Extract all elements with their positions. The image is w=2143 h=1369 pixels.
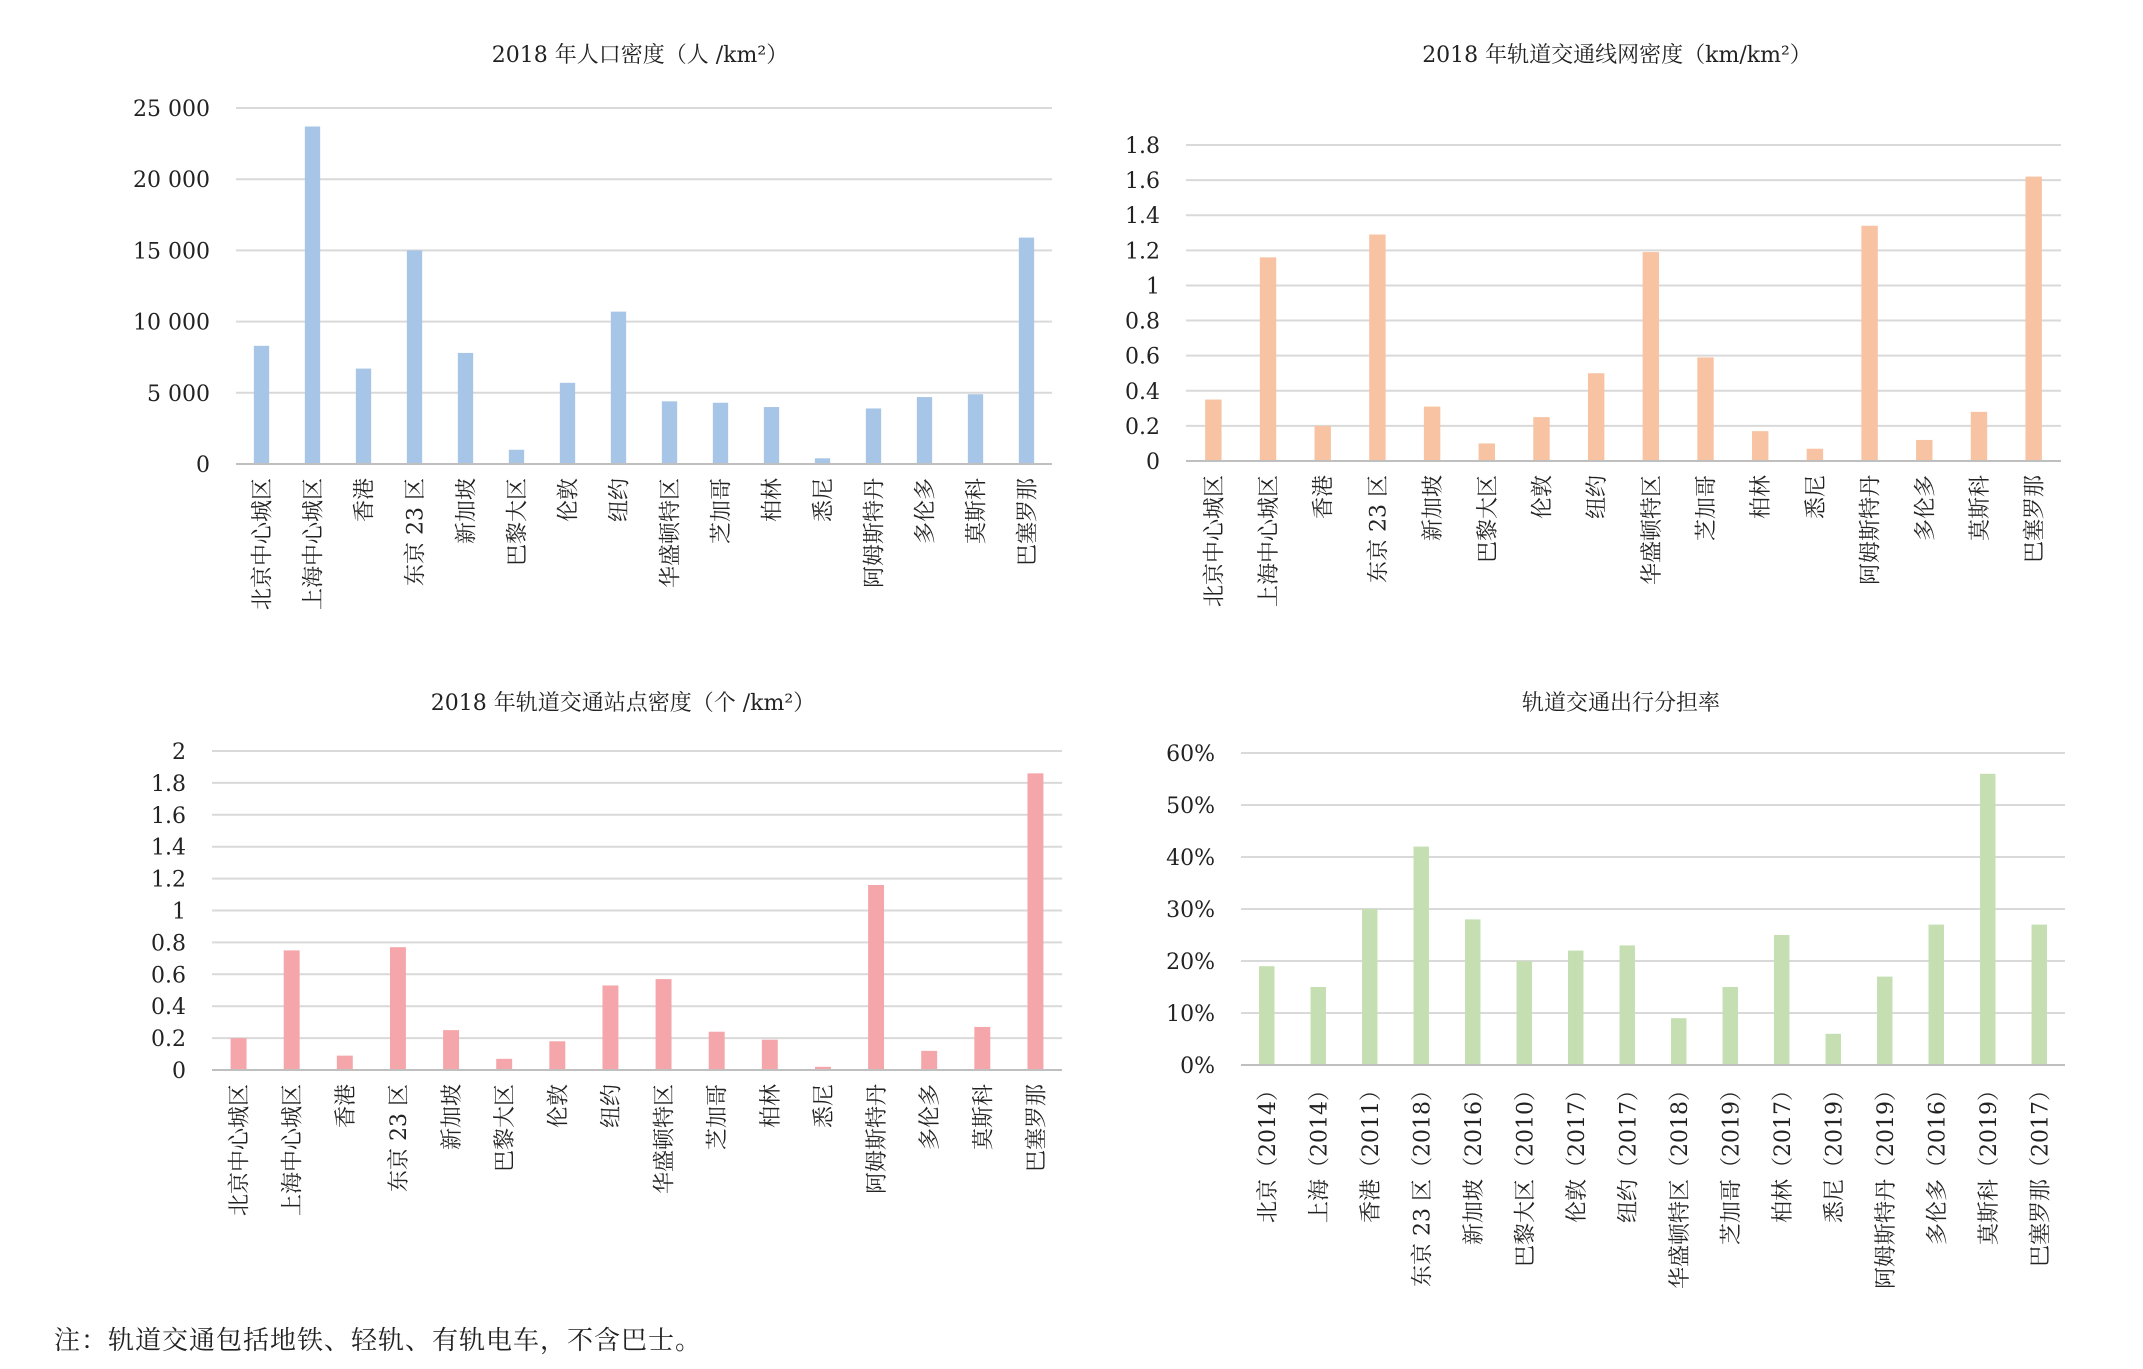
x-category-label: 新加坡 xyxy=(454,478,480,545)
x-category-label: 巴塞罗那 xyxy=(1015,478,1041,567)
bar xyxy=(1517,961,1532,1065)
y-tick-label: 0.4 xyxy=(151,995,186,1021)
x-category-label: 上海中心城区 xyxy=(301,478,327,611)
bar xyxy=(1752,431,1768,461)
y-tick-label: 1 xyxy=(1146,274,1160,300)
x-category-label: 莫斯科 xyxy=(971,1084,997,1151)
chart-svg xyxy=(0,660,1071,1310)
x-category-label: 香港 xyxy=(352,478,378,523)
bar xyxy=(1877,977,1892,1065)
x-category-label: 悉尼 xyxy=(811,478,837,523)
bar xyxy=(866,408,881,464)
bar xyxy=(1315,426,1331,461)
x-category-label: 北京中心城区 xyxy=(227,1084,253,1217)
x-category-label: 巴塞罗那 xyxy=(2022,475,2048,564)
bar xyxy=(656,979,672,1070)
bar xyxy=(1774,935,1789,1065)
y-tick-label: 5 000 xyxy=(147,381,210,407)
x-category-label: 上海（2014） xyxy=(1307,1079,1333,1223)
x-category-label: 北京中心城区 xyxy=(1202,475,1228,608)
x-category-label: 上海中心城区 xyxy=(280,1084,306,1217)
chart-title: 2018 年轨道交通站点密度（个 /km²） xyxy=(430,691,816,716)
bar xyxy=(1205,400,1221,461)
x-category-label: 莫斯科 xyxy=(964,478,990,545)
chart-svg xyxy=(1071,660,2143,1310)
bar xyxy=(1414,847,1429,1065)
x-category-label: 北京中心城区 xyxy=(250,478,276,611)
x-category-label: 华盛顿特区 xyxy=(652,1084,678,1195)
bar xyxy=(1479,443,1495,461)
chart-line-network-density xyxy=(1071,0,2143,660)
bar xyxy=(764,407,779,464)
x-category-label: 阿姆斯特丹 xyxy=(862,478,888,589)
x-category-label: 芝加哥 xyxy=(705,1084,731,1151)
x-category-label: 多伦多（2016） xyxy=(1925,1079,1951,1245)
x-category-label: 多伦多 xyxy=(913,478,939,545)
bar xyxy=(458,353,473,464)
x-category-label: 东京 23 区 xyxy=(386,1084,412,1192)
y-tick-label: 20% xyxy=(1166,950,1215,975)
y-tick-label: 0.6 xyxy=(151,963,186,989)
chart-station-density xyxy=(0,660,1071,1310)
bar xyxy=(284,950,300,1070)
bar xyxy=(407,250,422,464)
y-tick-label: 40% xyxy=(1166,846,1215,871)
bar xyxy=(1027,773,1043,1070)
x-category-label: 北京（2014） xyxy=(1255,1079,1281,1223)
bar xyxy=(709,1032,725,1070)
y-tick-label: 1.4 xyxy=(151,835,186,861)
x-category-label: 阿姆斯特丹 xyxy=(865,1084,891,1195)
bar xyxy=(496,1059,512,1070)
y-tick-label: 0.8 xyxy=(151,931,186,957)
bar xyxy=(1362,909,1377,1065)
bar xyxy=(662,401,677,464)
y-tick-label: 1.2 xyxy=(1125,239,1160,265)
y-tick-label: 1 xyxy=(172,899,186,925)
y-tick-label: 1.2 xyxy=(151,867,186,893)
y-tick-label: 25 000 xyxy=(133,97,210,122)
bar xyxy=(1861,226,1877,461)
x-category-label: 伦敦 xyxy=(1530,475,1556,520)
bar xyxy=(1533,417,1549,461)
bar xyxy=(1723,987,1738,1065)
x-category-label: 新加坡 xyxy=(1421,475,1447,542)
y-tick-label: 2 xyxy=(172,740,186,765)
y-tick-label: 20 000 xyxy=(133,168,210,194)
bar xyxy=(968,394,983,464)
x-category-label: 柏林（2017） xyxy=(1770,1079,1796,1223)
bar xyxy=(1369,235,1385,461)
bar xyxy=(1588,373,1604,461)
bar xyxy=(602,985,618,1070)
x-category-label: 纽约（2017） xyxy=(1616,1079,1642,1223)
bar xyxy=(1568,951,1583,1065)
x-category-label: 莫斯科 xyxy=(1967,475,1993,542)
bar xyxy=(305,127,320,464)
bar xyxy=(1671,1018,1686,1065)
x-category-label: 香港 xyxy=(1311,475,1337,520)
bar xyxy=(1916,440,1932,461)
x-category-label: 巴黎大区 xyxy=(493,1084,519,1173)
bar xyxy=(611,312,626,464)
x-category-label: 香港 xyxy=(333,1084,359,1129)
x-category-label: 阿姆斯特丹（2019） xyxy=(1873,1079,1899,1289)
bar xyxy=(2025,177,2041,461)
x-category-label: 悉尼 xyxy=(1803,475,1829,520)
y-tick-label: 0 xyxy=(172,1059,186,1084)
x-category-label: 芝加哥 xyxy=(709,478,735,545)
bar xyxy=(254,346,269,464)
y-tick-label: 0.8 xyxy=(1125,309,1160,335)
x-category-label: 柏林 xyxy=(760,478,786,523)
y-tick-label: 50% xyxy=(1166,794,1215,819)
x-category-label: 多伦多 xyxy=(918,1084,944,1151)
x-category-label: 纽约 xyxy=(607,478,633,523)
y-tick-label: 0.4 xyxy=(1125,379,1160,405)
bar xyxy=(917,397,932,464)
chart-population-density xyxy=(0,0,1071,660)
y-tick-label: 0 xyxy=(196,453,210,478)
chart-title: 2018 年轨道交通线网密度（km/km²） xyxy=(1422,43,1812,68)
x-category-label: 纽约 xyxy=(599,1084,625,1129)
x-category-label: 华盛顿特区 xyxy=(1639,475,1665,586)
x-category-label: 悉尼（2019） xyxy=(1822,1079,1848,1223)
x-category-label: 芝加哥（2019） xyxy=(1719,1079,1745,1245)
y-tick-label: 1.4 xyxy=(1125,204,1160,230)
x-category-label: 巴黎大区（2010） xyxy=(1513,1079,1539,1267)
x-category-label: 莫斯科（2019） xyxy=(1976,1079,2002,1245)
y-tick-label: 1.6 xyxy=(151,803,186,829)
x-category-label: 纽约 xyxy=(1585,475,1611,520)
y-tick-label: 0.6 xyxy=(1125,344,1160,370)
bar xyxy=(974,1027,990,1070)
bar xyxy=(356,369,371,464)
x-category-label: 悉尼 xyxy=(811,1084,837,1129)
y-tick-label: 1.8 xyxy=(151,771,186,797)
bar xyxy=(337,1056,353,1070)
bar xyxy=(762,1040,778,1070)
footnote: 注：轨道交通包括地铁、轻轨、有轨电车，不含巴士。 xyxy=(54,1326,703,1356)
x-category-label: 新加坡 xyxy=(440,1084,466,1151)
x-category-label: 伦敦 xyxy=(556,478,582,523)
bar xyxy=(1259,966,1274,1065)
bar xyxy=(1620,945,1635,1065)
chart-svg xyxy=(0,0,1071,660)
y-tick-label: 0.2 xyxy=(151,1027,186,1053)
bar xyxy=(560,383,575,464)
y-tick-label: 1.6 xyxy=(1125,169,1160,195)
x-category-label: 多伦多 xyxy=(1913,475,1939,542)
bar xyxy=(443,1030,459,1070)
x-category-label: 东京 23 区（2018） xyxy=(1410,1079,1436,1287)
bar xyxy=(868,885,884,1070)
y-tick-label: 0 xyxy=(1146,450,1160,475)
y-tick-label: 0% xyxy=(1180,1054,1215,1079)
y-tick-label: 0.2 xyxy=(1125,414,1160,440)
bar xyxy=(1971,412,1987,461)
x-category-label: 阿姆斯特丹 xyxy=(1858,475,1884,586)
x-category-label: 巴黎大区 xyxy=(505,478,531,567)
y-tick-label: 10% xyxy=(1166,1002,1215,1027)
x-category-label: 香港（2011） xyxy=(1358,1079,1384,1223)
bar xyxy=(1465,919,1480,1065)
x-category-label: 华盛顿特区（2018） xyxy=(1667,1079,1693,1289)
chart-mode-share xyxy=(1071,660,2143,1310)
x-category-label: 巴塞罗那 xyxy=(1024,1084,1050,1173)
bar xyxy=(1019,238,1034,464)
y-tick-label: 60% xyxy=(1166,742,1215,767)
x-category-label: 柏林 xyxy=(758,1084,784,1129)
x-category-label: 伦敦（2017） xyxy=(1564,1079,1590,1223)
bar xyxy=(1929,925,1944,1065)
y-tick-label: 1.8 xyxy=(1125,134,1160,159)
bar xyxy=(713,403,728,464)
bar xyxy=(1260,257,1276,461)
x-category-label: 新加坡（2016） xyxy=(1461,1079,1487,1245)
x-category-label: 东京 23 区 xyxy=(403,478,429,586)
x-category-label: 上海中心城区 xyxy=(1257,475,1283,608)
bar xyxy=(921,1051,937,1070)
x-category-label: 伦敦 xyxy=(546,1084,572,1129)
x-category-label: 柏林 xyxy=(1749,475,1775,520)
bar xyxy=(549,1041,565,1070)
chart-title: 轨道交通出行分担率 xyxy=(1521,691,1721,716)
bar xyxy=(509,450,524,464)
bar xyxy=(1311,987,1326,1065)
chart-svg xyxy=(1071,0,2143,660)
bar xyxy=(1424,407,1440,461)
bar xyxy=(1697,357,1713,461)
y-tick-label: 10 000 xyxy=(133,310,210,336)
y-tick-label: 30% xyxy=(1166,898,1215,923)
x-category-label: 巴塞罗那（2017） xyxy=(2028,1079,2054,1267)
bar xyxy=(1826,1034,1841,1065)
x-category-label: 华盛顿特区 xyxy=(658,478,684,589)
x-category-label: 巴黎大区 xyxy=(1475,475,1501,564)
bar xyxy=(2032,925,2047,1065)
bar xyxy=(1807,449,1823,461)
bar xyxy=(390,947,406,1070)
bar xyxy=(1643,252,1659,461)
x-category-label: 东京 23 区 xyxy=(1366,475,1392,583)
x-category-label: 芝加哥 xyxy=(1694,475,1720,542)
bar xyxy=(231,1038,247,1070)
y-tick-label: 15 000 xyxy=(133,239,210,265)
chart-title: 2018 年人口密度（人 /km²） xyxy=(491,43,789,68)
bar xyxy=(1980,774,1995,1065)
